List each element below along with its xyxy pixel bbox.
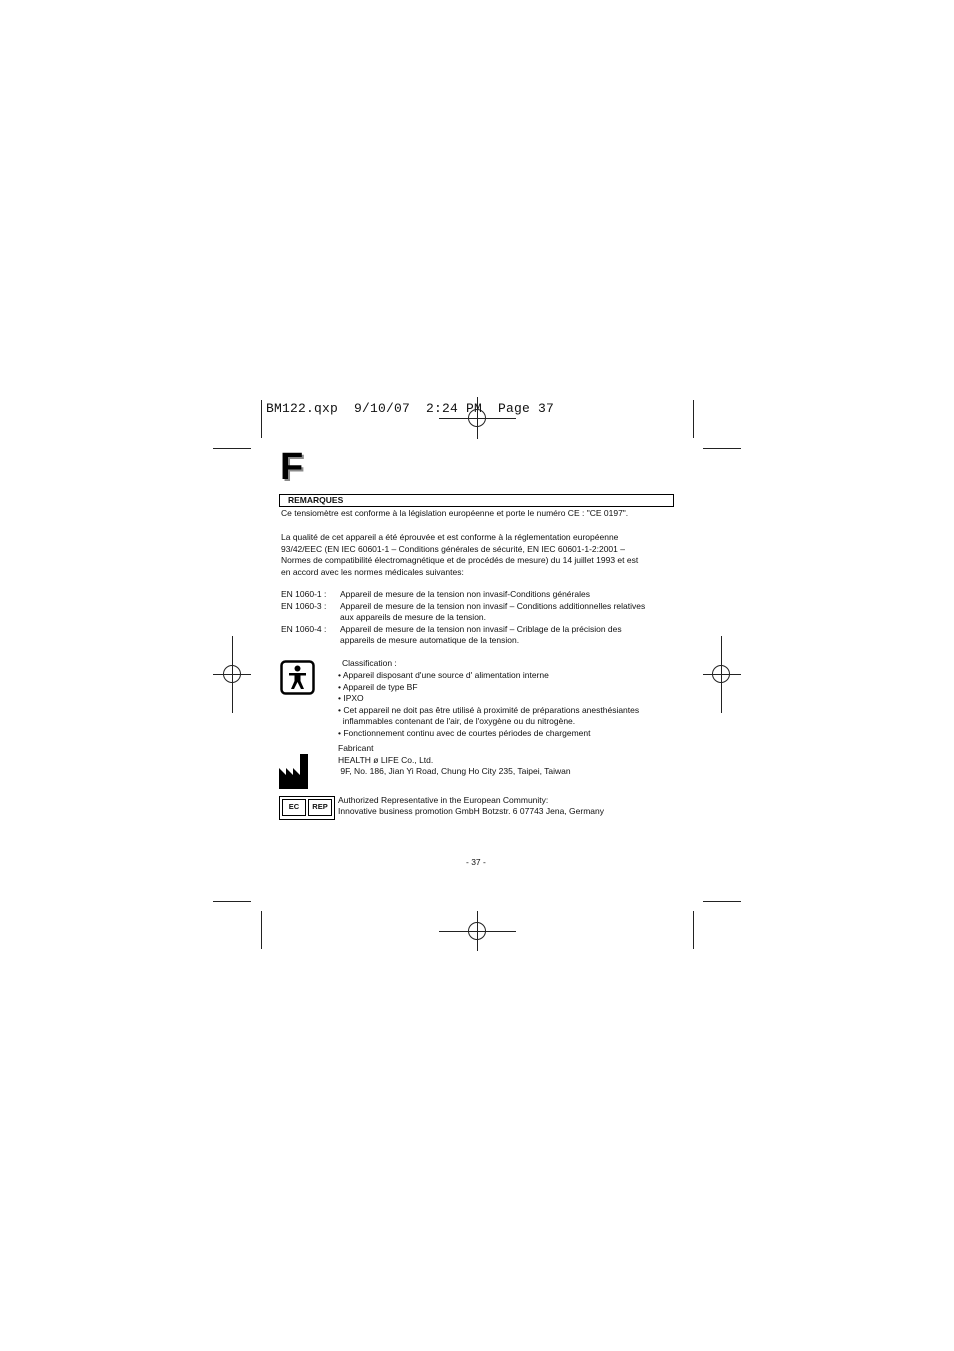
- ec-rep-address: Innovative business promotion GmbH Botzstr. 6 07743 Jena, Germany: [338, 806, 604, 816]
- crop-mark: [703, 448, 741, 449]
- standard-desc: appareils de mesure automatique de la tension.: [340, 635, 520, 645]
- crop-mark: [261, 400, 262, 438]
- classification-item: • Cet appareil ne doit pas être utilisé à proximité de préparations anesthésiantes: [338, 705, 640, 715]
- manufacturer-label: Fabricant: [338, 743, 374, 753]
- crop-mark: [693, 911, 694, 949]
- classification-heading: Classification :: [342, 658, 397, 668]
- classification-item: • Fonctionnement continu avec de courtes périodes de chargement: [338, 728, 591, 738]
- type-bf-body-icon: [280, 660, 315, 695]
- classification-item: • Appareil disposant d'une source d' alimentation interne: [338, 670, 549, 680]
- crop-mark: [261, 911, 262, 949]
- ec-text: EC: [288, 802, 300, 811]
- standard-code: EN 1060-3 :: [281, 601, 327, 611]
- ec-rep-label: Authorized Representative in the European Community:: [338, 795, 549, 805]
- crop-mark: [693, 400, 694, 438]
- standard-desc: Appareil de mesure de la tension non invasif – Conditions additionnelles relatives: [340, 601, 646, 611]
- ec-rep-badge: [279, 796, 335, 820]
- section-title: REMARQUES: [288, 495, 344, 505]
- registration-circle: [223, 665, 241, 683]
- standard-desc: Appareil de mesure de la tension non invasif – Criblage de la précision des: [340, 624, 622, 634]
- manufacturer-name: HEALTH ø LIFE Co., Ltd.: [338, 755, 434, 765]
- crop-mark: [703, 901, 741, 902]
- quality-line: La qualité de cet appareil a été éprouvée et est conforme à la réglementation européenne: [281, 532, 619, 542]
- factory-icon: [279, 754, 309, 789]
- standard-code: EN 1060-1 :: [281, 589, 327, 599]
- classification-item: • IPXO: [338, 693, 364, 703]
- standard-code: EN 1060-4 :: [281, 624, 327, 634]
- quality-line: 93/42/EEC (EN IEC 60601-1 – Conditions générales de sécurité, EN IEC 60601-1-2:2001 –: [281, 544, 625, 554]
- standard-desc: aux appareils de mesure de la tension.: [340, 612, 487, 622]
- ec-rep-badge-left: [282, 799, 306, 816]
- classification-item: • Appareil de type BF: [338, 682, 418, 692]
- quality-line: Normes de compatibilité électromagnétique et de procédés de mesure) du 14 juillet 1993 et est: [281, 555, 639, 565]
- rep-text: REP: [312, 802, 328, 811]
- ec-rep-badge-right: [308, 799, 332, 816]
- crop-mark: [213, 448, 251, 449]
- page-number: - 37 -: [466, 857, 486, 867]
- print-slug: BM122.qxp 9/10/07 2:24 PM Page 37: [266, 401, 555, 416]
- registration-circle: [712, 665, 730, 683]
- standard-desc: Appareil de mesure de la tension non invasif-Conditions générales: [340, 589, 590, 599]
- quality-line: en accord avec les normes médicales suivantes:: [281, 567, 464, 577]
- language-letter: F: [280, 446, 304, 488]
- section-header: [279, 494, 674, 507]
- classification-item: inflammables contenant de l'air, de l'oxygène ou du nitrogène.: [338, 716, 576, 726]
- intro-text: Ce tensiomètre est conforme à la législation européenne et porte le numéro CE : "CE 0197".: [281, 508, 629, 518]
- crop-mark: [213, 901, 251, 902]
- registration-circle: [468, 922, 486, 940]
- manufacturer-address: 9F, No. 186, Jian Yi Road, Chung Ho City 235, Taipei, Taiwan: [338, 766, 571, 776]
